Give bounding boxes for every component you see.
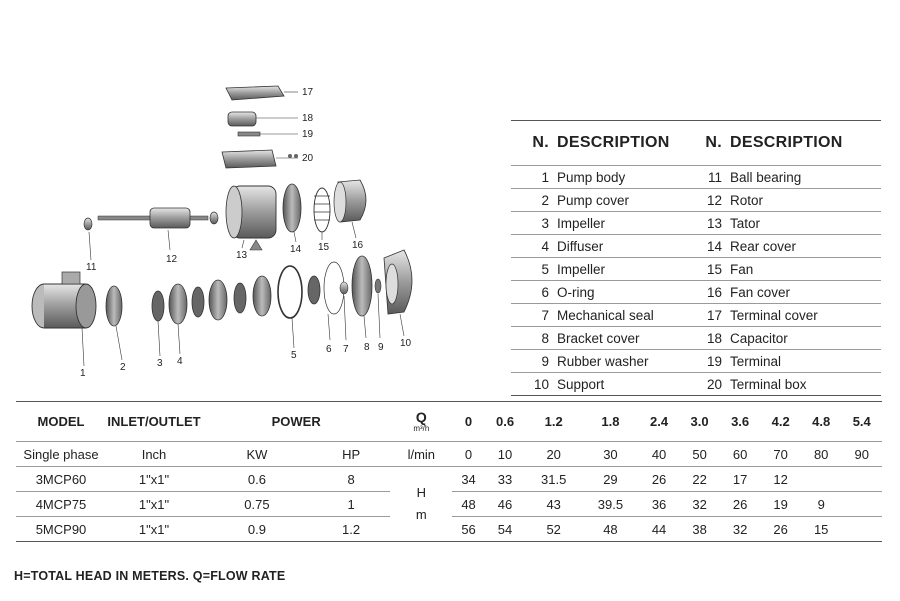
model-name: 5MCP90 [35, 521, 87, 537]
rear-cover-part [283, 184, 301, 232]
terminal-part [238, 132, 260, 136]
header-q [390, 402, 452, 442]
callout-9: 9 [378, 342, 384, 353]
callout-10: 10 [400, 338, 412, 349]
power-kw: 0.6 [247, 471, 266, 487]
part-description: Rubber washer [557, 353, 649, 369]
head-value-cell: 9 [817, 496, 825, 512]
part-number: 11 [707, 169, 722, 185]
head-value-cell: 38 [692, 521, 707, 537]
power-hp: 1 [347, 496, 355, 512]
head-value-cell: 36 [651, 496, 667, 512]
callout-7: 7 [343, 344, 349, 355]
flow-m3h-header: 0.6 [495, 414, 515, 429]
flow-m3h-header: 4.2 [771, 414, 790, 429]
flow-lmin-cell: 0 [464, 446, 473, 462]
oring-seal-parts [308, 262, 348, 314]
part-description: Pump cover [557, 192, 630, 208]
part-description: Diffuser [557, 238, 604, 254]
perf-header-row [16, 402, 882, 442]
flow-m3h-header: 5.4 [852, 414, 871, 429]
power-hp: 1.2 [342, 521, 361, 537]
power-kw: 0.75 [244, 496, 270, 512]
flow-lmin-cell: 20 [546, 446, 561, 462]
footnote: H=TOTAL HEAD IN METERS. Q=FLOW RATE [14, 569, 286, 583]
power-hp: 8 [347, 471, 355, 487]
single-phase-label: Single phase [23, 446, 99, 462]
callout-16: 16 [352, 240, 364, 251]
head-value-cell [801, 467, 842, 492]
head-value-cell: 46 [497, 496, 513, 512]
head-value-cell: 15 [813, 521, 829, 537]
head-value-cell: 29 [603, 471, 618, 487]
head-value-cell: 39.5 [597, 496, 624, 512]
part-description: Ball bearing [730, 169, 802, 185]
part-description: Pump body [557, 169, 626, 185]
callout-11: 11 [86, 262, 97, 273]
header-model: MODEL [37, 414, 85, 429]
flow-lmin-cell: 60 [732, 446, 748, 462]
flow-m3h-header: 4.8 [812, 414, 831, 429]
head-value-cell: 32 [732, 521, 748, 537]
part-number: 4 [541, 238, 549, 254]
part-number: 15 [706, 261, 722, 277]
callout-15: 15 [318, 242, 330, 253]
bracket-cover-part [352, 256, 381, 316]
fan-cover-part [334, 180, 366, 222]
head-value-cell: 52 [546, 521, 561, 537]
inlet-size: 1"x1" [138, 471, 170, 487]
part-description: Capacitor [730, 330, 788, 346]
header-description: DESCRIPTION [730, 134, 843, 151]
kw-unit: KW [246, 446, 268, 462]
parts-row [511, 235, 881, 258]
head-value-cell: 44 [651, 521, 667, 537]
part-description: O-ring [557, 284, 595, 300]
head-value-cell: 33 [497, 471, 513, 487]
q-symbol: Q [415, 408, 427, 425]
head-value-cell: 34 [461, 471, 476, 487]
head-value-cell: 19 [773, 496, 788, 512]
flow-m3h-header: 1.8 [601, 414, 620, 429]
part-description: Terminal box [730, 376, 807, 392]
callout-1: 1 [80, 368, 86, 379]
model-name: 3MCP60 [35, 471, 87, 487]
flow-lmin-cell: 50 [692, 446, 707, 462]
part-description: Rotor [730, 192, 764, 208]
header-number: N. [705, 134, 722, 151]
part-description: Fan [730, 261, 754, 277]
head-value-cell: 32 [692, 496, 707, 512]
header-power: POWER [271, 414, 321, 429]
flow-lmin-cell: 30 [603, 446, 618, 462]
part-description: Terminal [730, 353, 782, 369]
parts-description-table [511, 120, 881, 396]
part-description: Rear cover [730, 238, 797, 254]
head-symbol: H [416, 485, 427, 500]
inlet-size: 1"x1" [138, 521, 170, 537]
callout-3: 3 [157, 358, 163, 369]
head-value-cell: 54 [497, 521, 513, 537]
head-value-cell [841, 492, 882, 517]
flow-m3h-header: 3.0 [690, 414, 709, 429]
part-description: Mechanical seal [557, 307, 654, 323]
part-number: 7 [541, 307, 549, 323]
part-number: 19 [706, 353, 722, 369]
part-description: Tator [730, 215, 761, 231]
flow-m3h-header: 1.2 [544, 414, 563, 429]
pump-cover-part [106, 286, 122, 326]
part-number: 1 [541, 169, 549, 185]
flow-lmin-cell: 80 [813, 446, 829, 462]
part-number: 10 [533, 376, 549, 392]
callout-14: 14 [290, 244, 302, 255]
header-description: DESCRIPTION [557, 134, 670, 151]
units-row [16, 442, 882, 467]
head-value-cell: 26 [651, 471, 667, 487]
hp-unit: HP [342, 446, 361, 462]
performance-table [16, 401, 882, 542]
part-description: Terminal cover [730, 307, 818, 323]
callout-17: 17 [302, 87, 314, 98]
part-number: 9 [541, 353, 549, 369]
part-number: 8 [541, 330, 549, 346]
parts-row [511, 373, 881, 396]
part-number: 5 [541, 261, 549, 277]
callout-19: 19 [302, 129, 314, 140]
callout-6: 6 [326, 344, 332, 355]
callout-18: 18 [302, 113, 314, 124]
parts-row [511, 212, 881, 235]
parts-header-row [511, 121, 881, 166]
header-inlet-outlet: INLET/OUTLET [107, 414, 201, 429]
lmin-unit: l/min [407, 446, 436, 462]
part-description: Impeller [557, 215, 606, 231]
flow-m3h-header: 3.6 [731, 414, 750, 429]
callout-12: 12 [166, 254, 178, 265]
head-value-cell: 17 [732, 471, 748, 487]
terminal-box-part [222, 150, 298, 168]
head-value-cell: 22 [692, 471, 707, 487]
inlet-size: 1"x1" [138, 496, 170, 512]
power-kw: 0.9 [247, 521, 266, 537]
callout-5: 5 [291, 350, 297, 361]
part-description: Impeller [557, 261, 606, 277]
q-unit: m³/h [413, 423, 430, 433]
head-value-cell [841, 467, 882, 492]
parts-row [511, 304, 881, 327]
capacitor-part [228, 112, 256, 126]
head-value-cell: 31.5 [541, 471, 567, 487]
flow-lmin-cell: 40 [651, 446, 667, 462]
callout-2: 2 [120, 362, 126, 373]
header-number: N. [532, 134, 549, 151]
part-number: 17 [706, 307, 722, 323]
part-description: Bracket cover [557, 330, 640, 346]
impeller-diffuser-stack [152, 276, 271, 324]
model-row [16, 467, 882, 492]
support-part [384, 250, 412, 314]
part-number: 13 [706, 215, 722, 231]
head-unit: m [415, 507, 427, 522]
head-value-cell: 48 [461, 496, 476, 512]
part-number: 12 [706, 192, 722, 208]
parts-row [511, 327, 881, 350]
head-value-cell: 26 [773, 521, 788, 537]
rotor-part [98, 208, 218, 228]
callout-4: 4 [177, 356, 183, 367]
part-number: 6 [541, 284, 549, 300]
part-number: 20 [706, 376, 722, 392]
head-value-cell: 48 [603, 521, 618, 537]
flow-lmin-cell: 70 [773, 446, 788, 462]
flow-m3h-header: 0 [464, 414, 473, 429]
model-name: 4MCP75 [35, 496, 87, 512]
parts-row [511, 166, 881, 189]
fan-part [314, 188, 330, 232]
flow-m3h-header: 2.4 [650, 414, 669, 429]
callout-20: 20 [302, 153, 314, 164]
flow-lmin-cell: 90 [854, 446, 869, 462]
part-number: 18 [706, 330, 722, 346]
callout-8: 8 [364, 342, 370, 353]
ball-bearing-part [84, 218, 92, 230]
head-value-cell [841, 517, 882, 542]
head-value-cell: 12 [773, 471, 788, 487]
head-value-cell: 56 [461, 521, 476, 537]
stator-part [226, 186, 276, 250]
parts-row [511, 189, 881, 212]
parts-row [511, 281, 881, 304]
pump-body-part [32, 272, 96, 328]
head-value-cell: 43 [546, 496, 561, 512]
exploded-pump-diagram [0, 70, 470, 390]
flow-lmin-cell: 10 [497, 446, 513, 462]
impeller-ring-part [278, 266, 302, 318]
callout-13: 13 [236, 250, 248, 261]
part-number: 14 [706, 238, 722, 254]
inlet-unit: Inch [141, 446, 167, 462]
parts-row [511, 258, 881, 281]
part-number: 2 [541, 192, 549, 208]
terminal-cover-part [226, 86, 284, 100]
part-number: 3 [541, 215, 549, 231]
parts-row [511, 350, 881, 373]
head-value-cell: 26 [732, 496, 748, 512]
part-description: Fan cover [730, 284, 791, 300]
part-description: Support [557, 376, 605, 392]
head-label-cell [390, 467, 452, 542]
part-number: 16 [706, 284, 722, 300]
